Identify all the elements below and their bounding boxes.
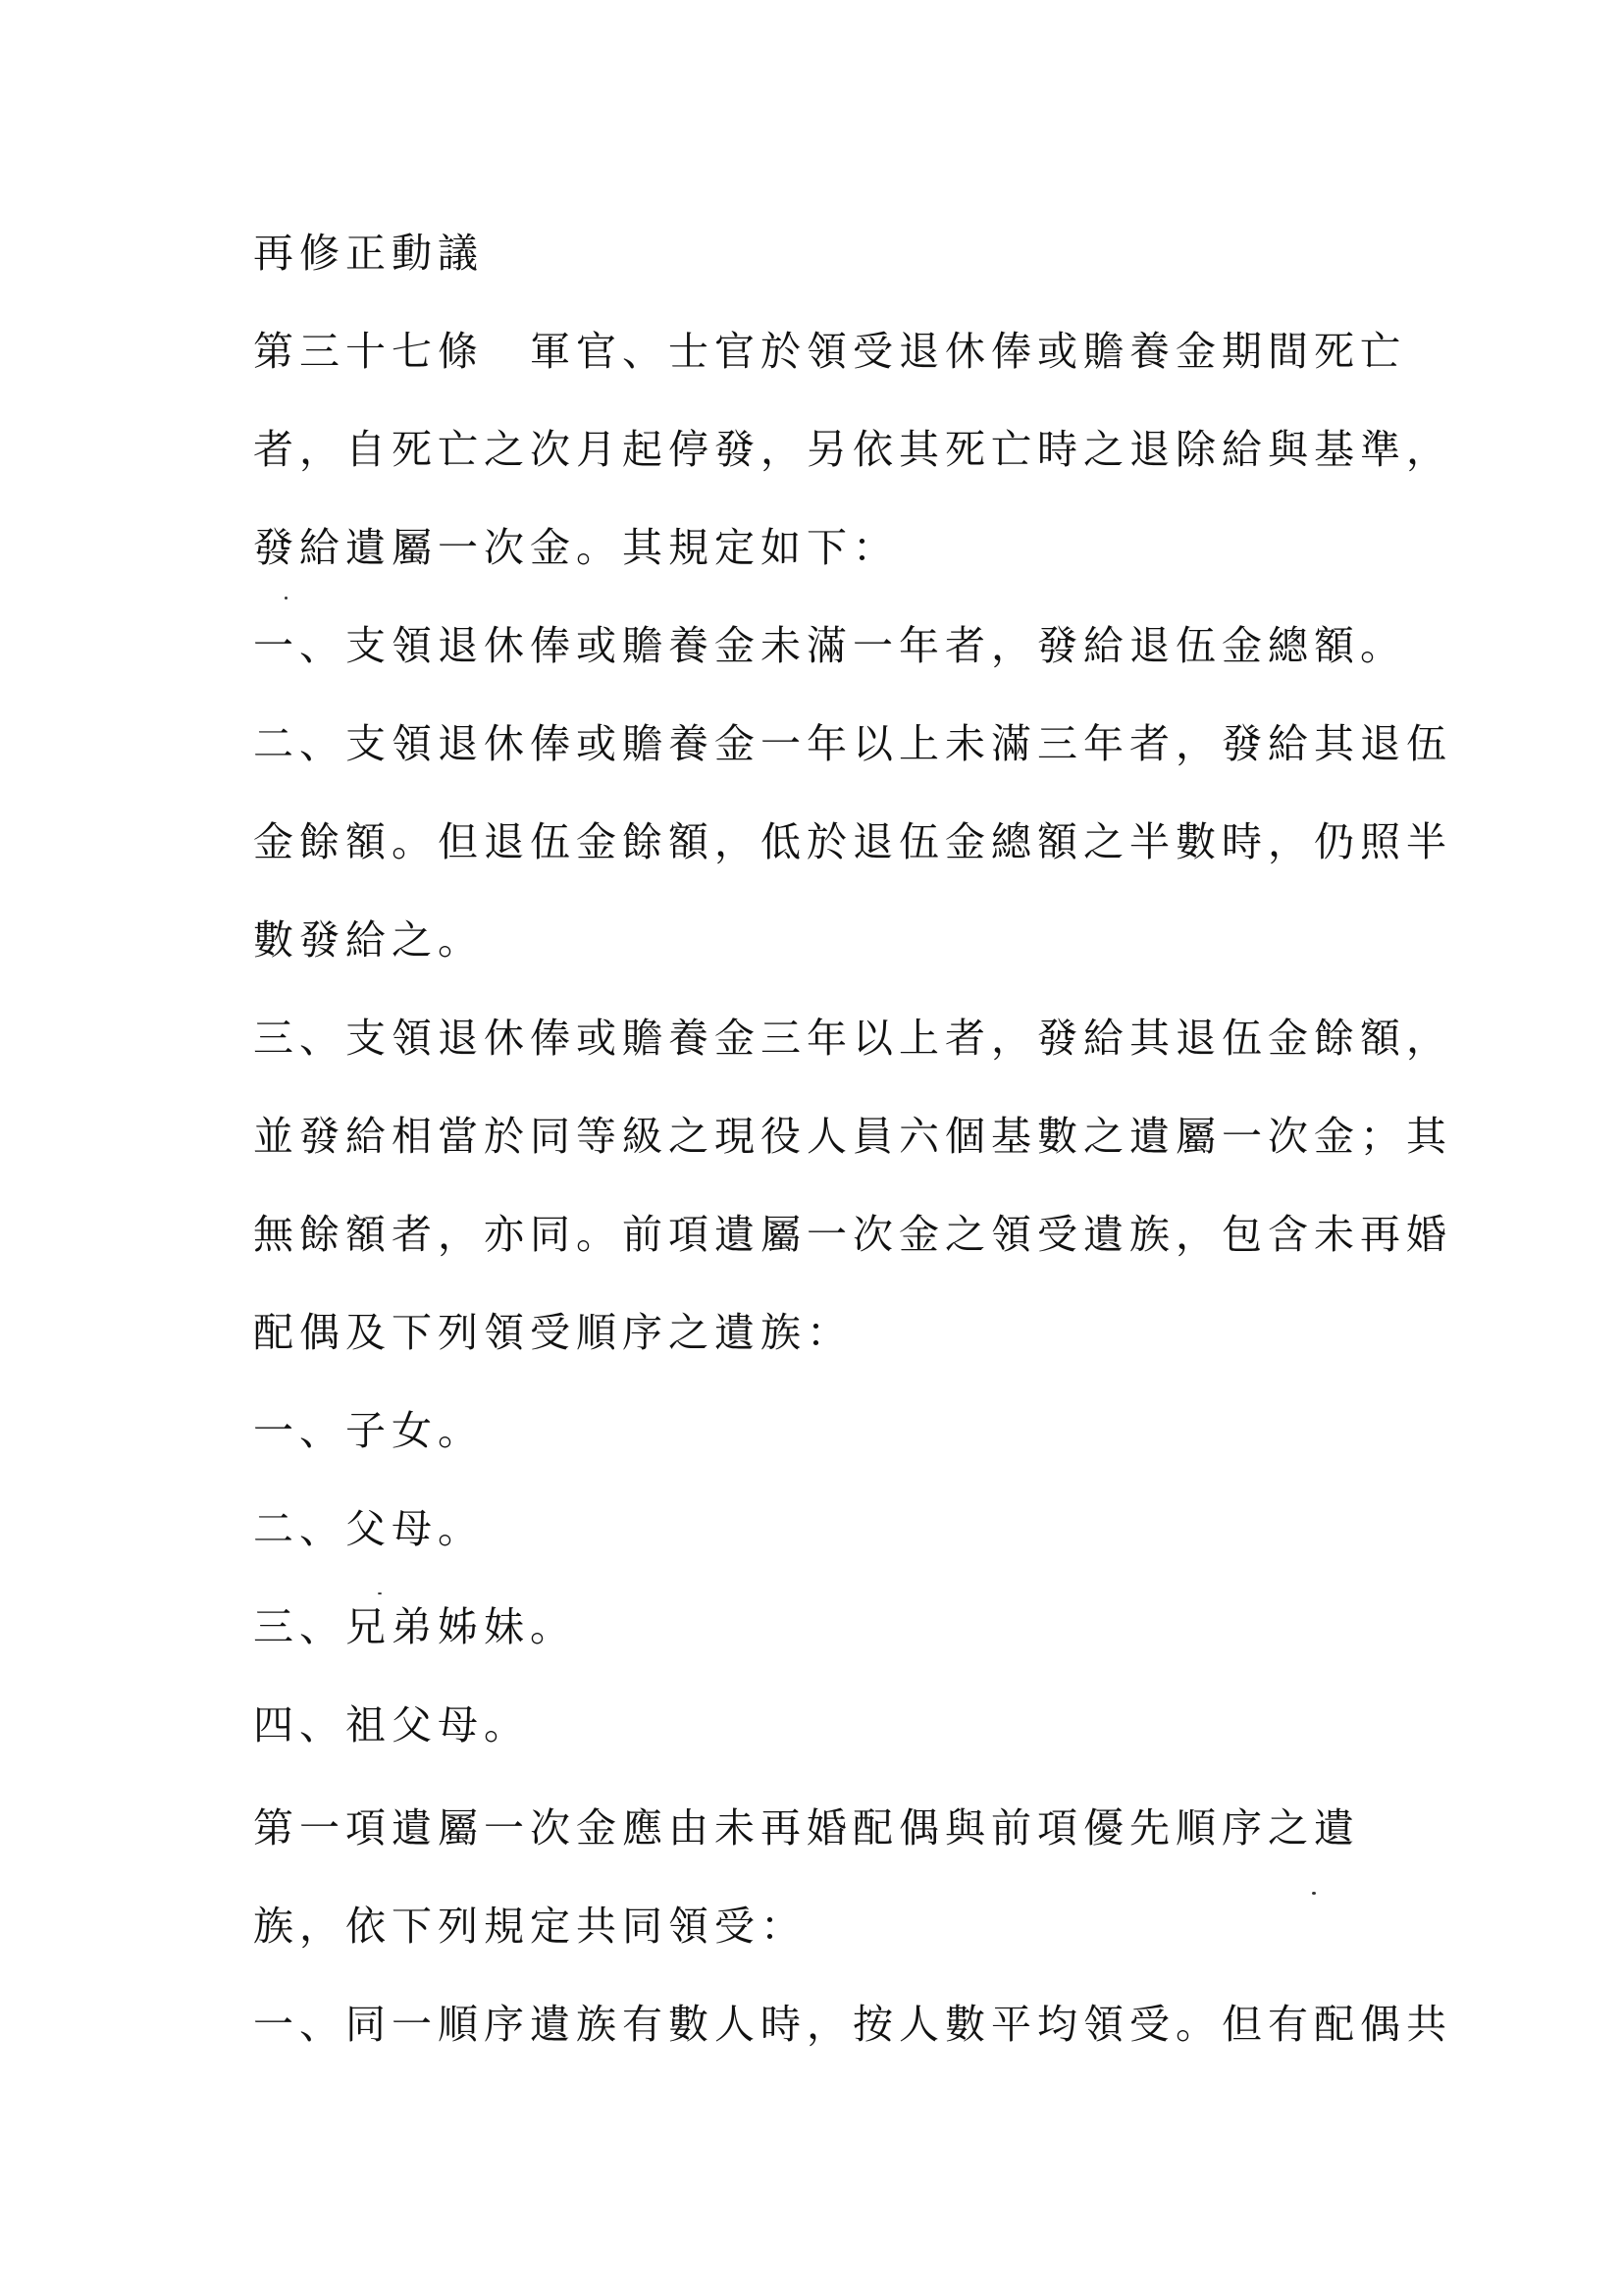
text-line-6: 金餘額。但退伍金餘額，低於退伍金總額之半數時，仍照半 <box>253 818 1452 865</box>
scan-speck <box>285 597 288 600</box>
text-line-9: 並發給相當於同等級之現役人員六個基數之遺屬一次金；其 <box>253 1113 1452 1160</box>
text-line-8: 三、支領退休俸或贍養金三年以上者，發給其退伍金餘額， <box>253 1015 1452 1062</box>
text-line-4: 一、支領退休俸或贍養金未滿一年者，發給退伍金總額。 <box>253 622 1406 669</box>
text-line-13: 二、父母。 <box>253 1505 484 1552</box>
text-line-10: 無餘額者，亦同。前項遺屬一次金之領受遺族，包含未再婚 <box>253 1211 1452 1258</box>
text-line-2: 者，自死亡之次月起停發，另依其死亡時之退除給與基準， <box>253 426 1452 473</box>
document-title: 再修正動議 <box>253 230 484 277</box>
scan-speck <box>378 1592 382 1594</box>
text-line-16: 第一項遺屬一次金應由未再婚配偶與前項優先順序之遺 <box>253 1804 1360 1852</box>
text-line-11: 配偶及下列領受順序之遺族： <box>253 1309 853 1356</box>
text-line-3: 發給遺屬一次金。其規定如下： <box>253 524 899 571</box>
scan-speck <box>1312 1892 1316 1895</box>
text-line-15: 四、祖父母。 <box>253 1701 530 1748</box>
text-line-5: 二、支領退休俸或贍養金一年以上未滿三年者，發給其退伍 <box>253 720 1452 767</box>
text-line-17: 族，依下列規定共同領受： <box>253 1903 807 1950</box>
text-line-7: 數發給之。 <box>253 916 484 964</box>
text-line-12: 一、子女。 <box>253 1407 484 1454</box>
text-line-1: 第三十七條 軍官、士官於領受退休俸或贍養金期間死亡 <box>253 328 1406 375</box>
text-line-14: 三、兄弟姊妹。 <box>253 1603 576 1650</box>
text-line-18: 一、同一順序遺族有數人時，按人數平均領受。但有配偶共 <box>253 2001 1452 2048</box>
